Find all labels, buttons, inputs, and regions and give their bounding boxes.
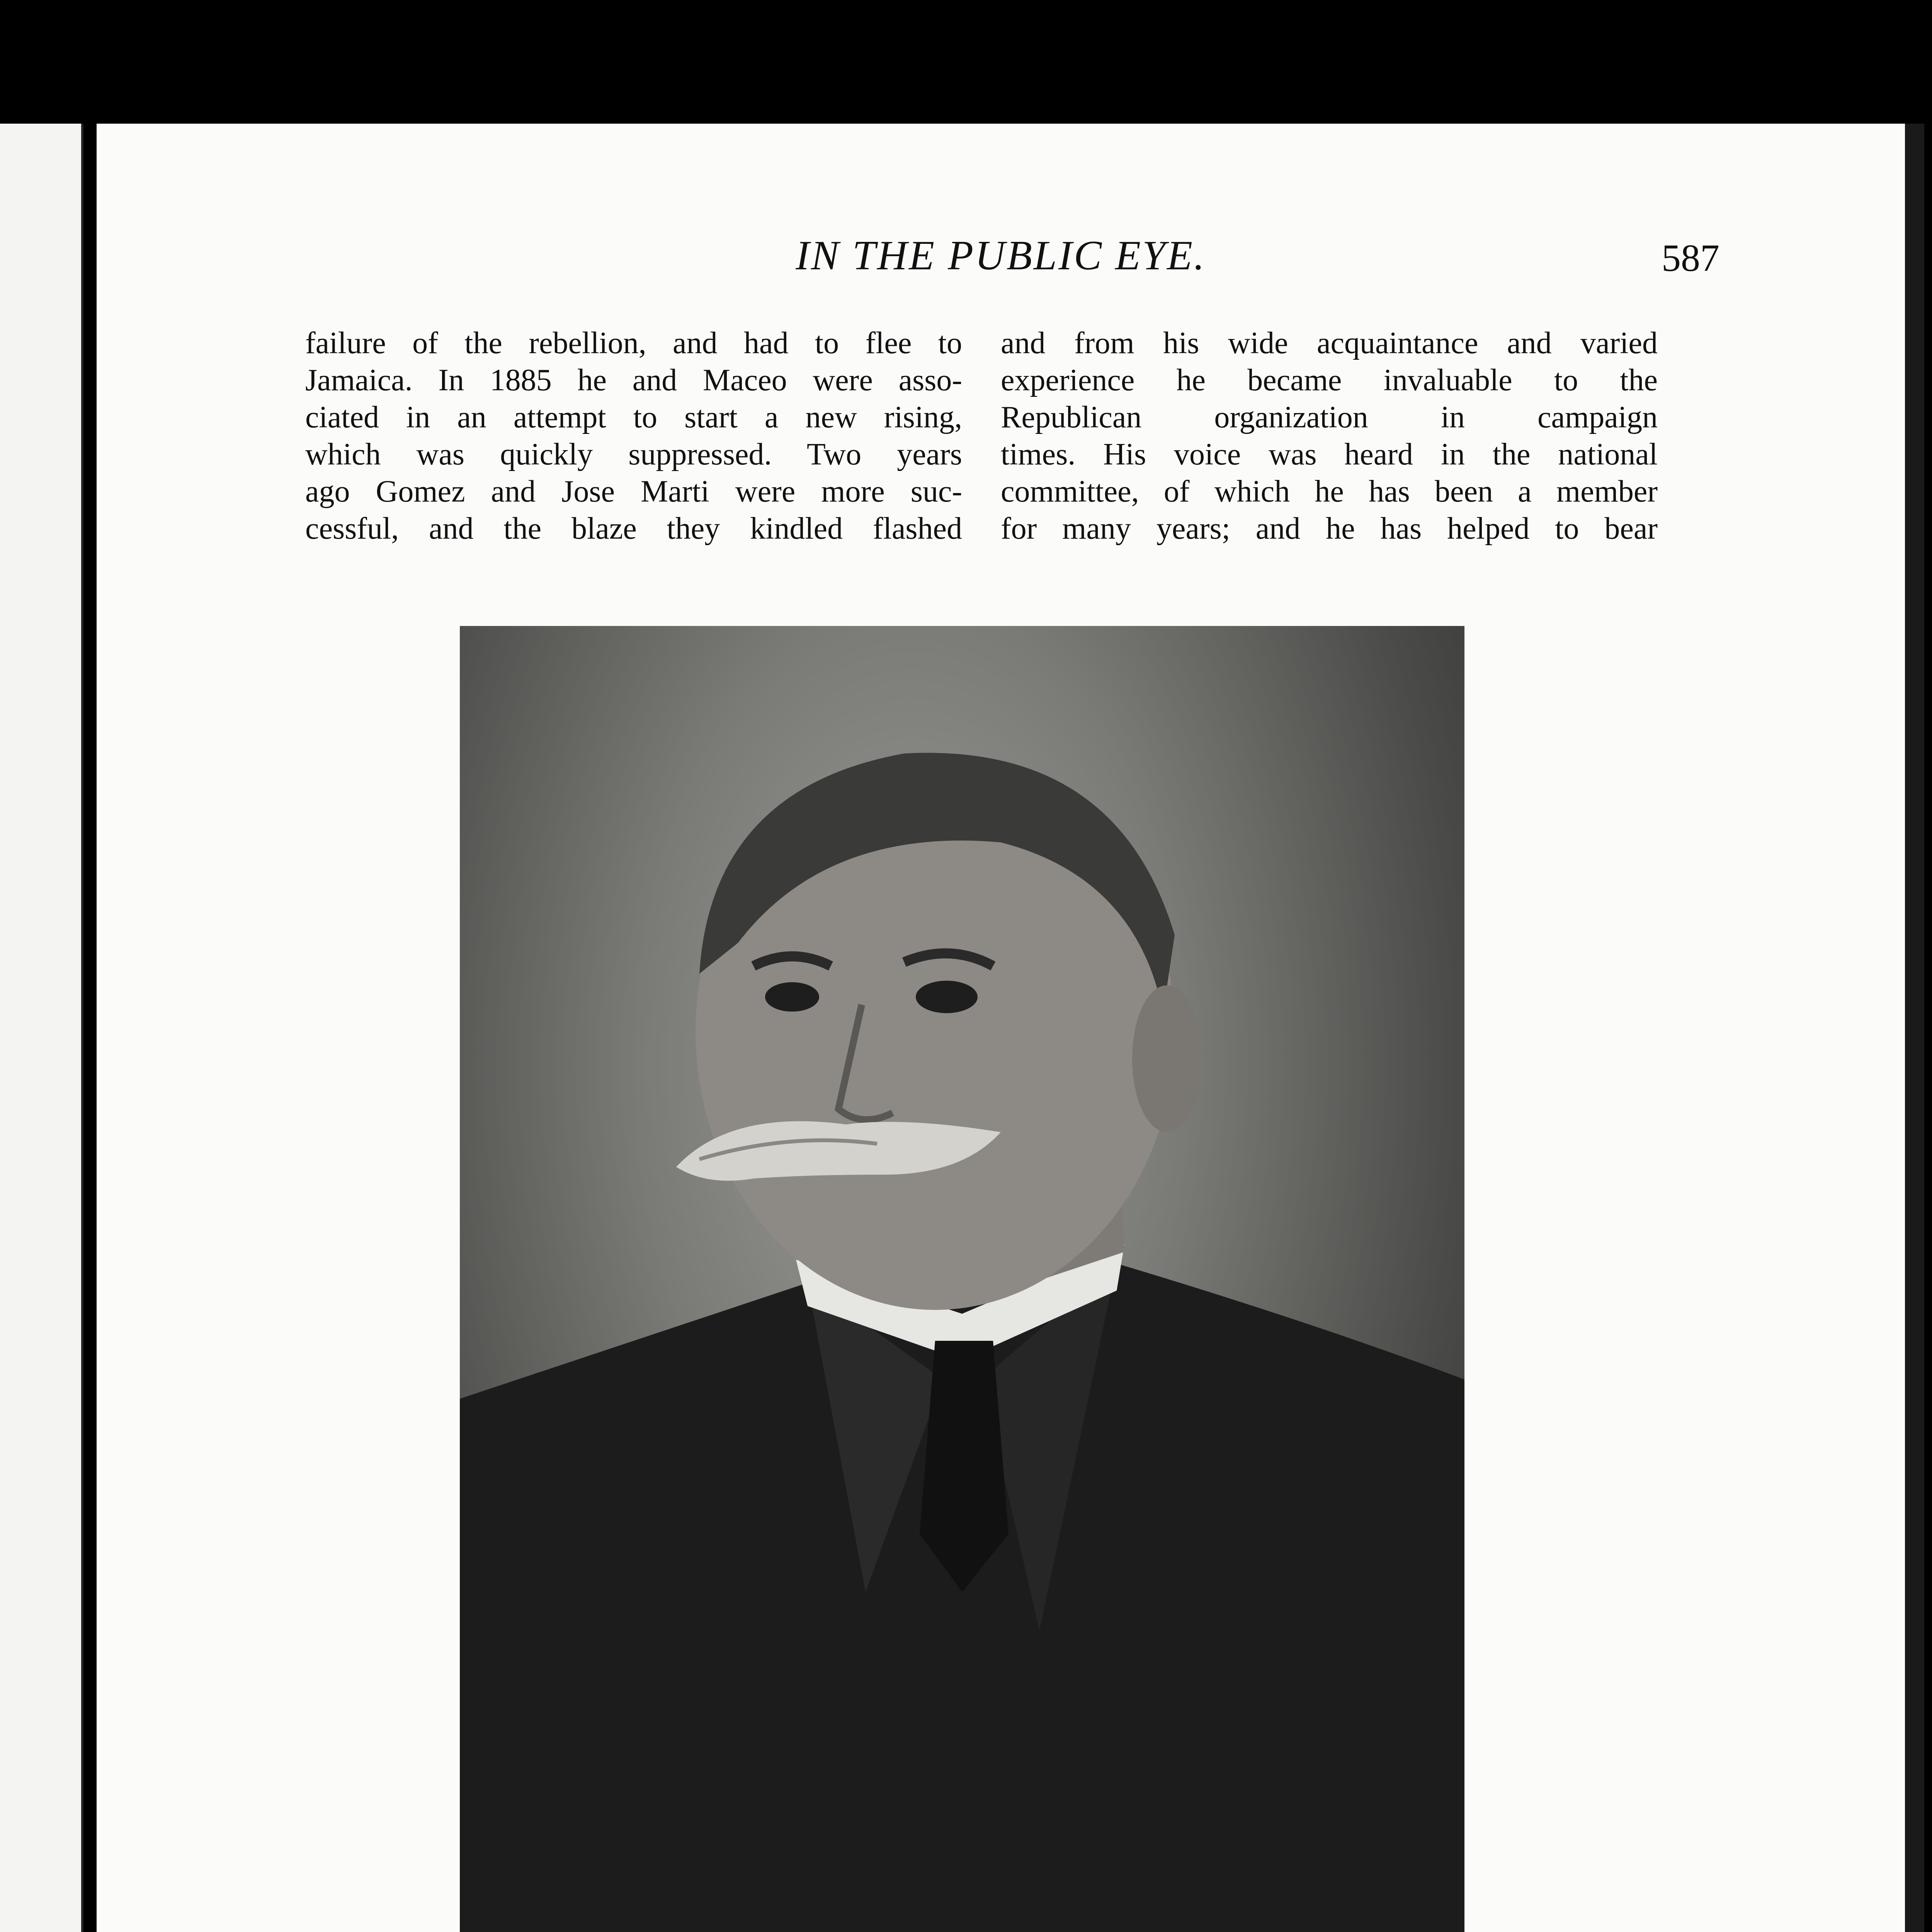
page-shadow-edge: [1905, 124, 1924, 1932]
text-line: times. His voice was heard in the national: [1001, 437, 1658, 471]
top-right-column: [1001, 325, 1658, 547]
text-line: ago Gomez and Jose Marti were more suc-: [305, 474, 962, 509]
magazine-page: [97, 124, 1905, 1932]
portrait-photograph: [460, 626, 1464, 1932]
running-title: IN THE PUBLIC EYE.: [795, 233, 1206, 279]
text-line: failure of the rebellion, and had to flee to: [305, 326, 962, 360]
text-line: cessful, and the blaze they kindled flashed: [305, 512, 962, 546]
top-left-column: [305, 325, 962, 547]
text-line: Republican organization in campaign: [1001, 400, 1658, 434]
text-line: experience he became invaluable to the: [1001, 363, 1658, 397]
text-line: and from his wide acquaintance and varied: [1001, 326, 1658, 360]
text-line: Jamaica. In 1885 he and Maceo were asso-: [305, 363, 962, 397]
left-page-edge: [0, 124, 83, 1932]
portrait-illustration: [460, 626, 1464, 1932]
text-line: for many years; and he has helped to bear: [1001, 512, 1658, 546]
page-number: 587: [1662, 236, 1719, 279]
text-line: which was quickly suppressed. Two years: [305, 437, 962, 471]
text-line: ciated in an attempt to start a new rising,: [305, 400, 962, 434]
text-line: committee, of which he has been a member: [1001, 474, 1658, 509]
